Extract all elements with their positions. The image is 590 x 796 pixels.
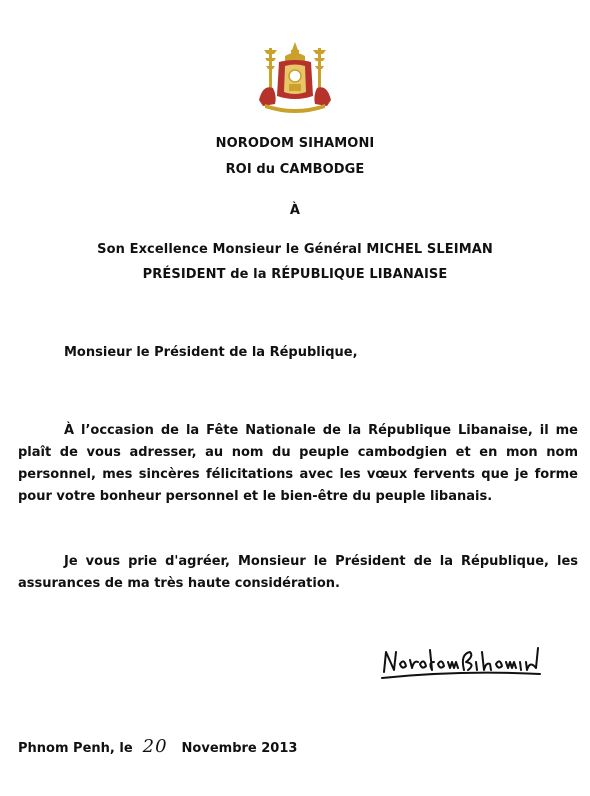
place-and-date	[18, 736, 297, 757]
letter-paragraph-2: Je vous prie d'agréer, Monsieur le Président de la République, les assurances de ma très haute considération.	[18, 554, 578, 591]
letter-paragraph-1: À l’occasion de la Fête Nationale de la République Libanaise, il me plaît de vous adresser, au nom du peuple cambodgien et en mon nom personnel, mes sincères félicitations avec les vœux fervents que je forme pour votre bonheur personnel et le bien-être du peuple libanais.	[18, 423, 578, 504]
handwritten-signature-icon	[380, 640, 550, 690]
date-month-year: Novembre 2013	[181, 741, 298, 756]
sender-name: NORODOM SIHAMONI	[215, 136, 375, 151]
addressee-prefix: À	[289, 203, 301, 218]
recipient-name: Son Excellence Monsieur le Général MICHEL SLEIMAN	[97, 242, 493, 257]
royal-coat-of-arms-icon	[255, 40, 335, 115]
salutation: Monsieur le Président de la République,	[64, 345, 358, 360]
recipient-title: PRÉSIDENT de la RÉPUBLIQUE LIBANAISE	[142, 267, 448, 282]
date-day: 20	[142, 736, 168, 757]
date-place: Phnom Penh, le	[18, 741, 133, 756]
sender-title: ROI du CAMBODGE	[225, 162, 365, 177]
